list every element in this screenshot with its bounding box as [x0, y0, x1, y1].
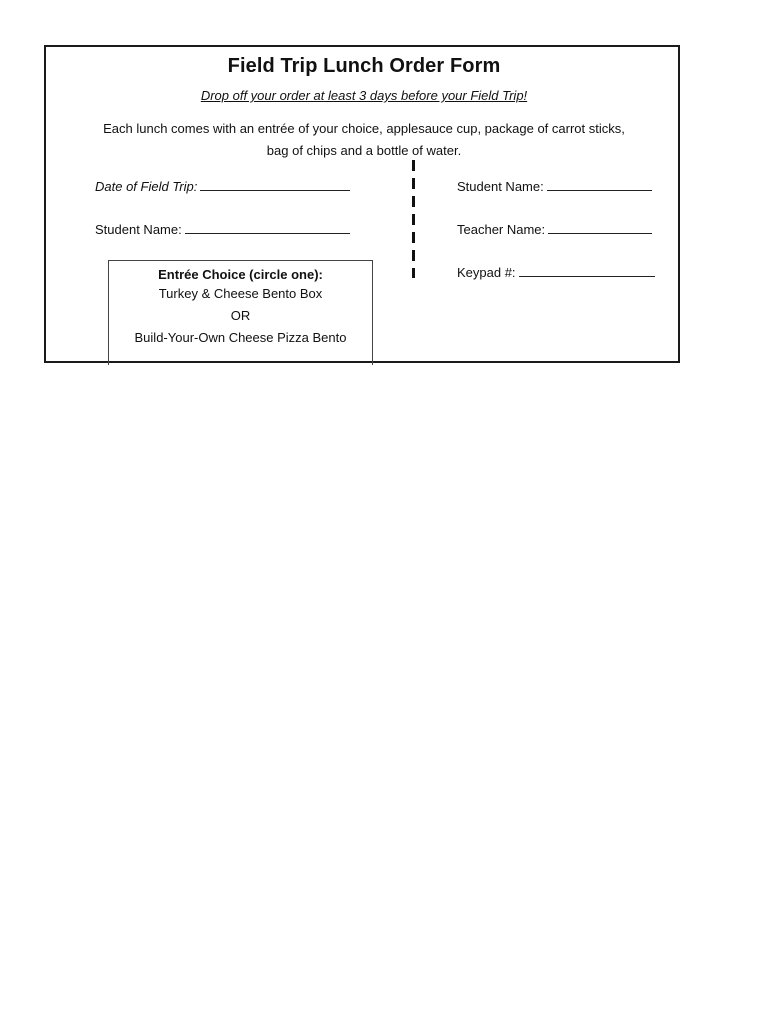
keypad-field[interactable]	[457, 264, 655, 280]
entree-choice-heading: Entrée Choice (circle one):	[158, 267, 323, 282]
left-student-name-line[interactable]	[185, 221, 350, 234]
description-line-1: Each lunch comes with an entrée of your choice, applesauce cup, package of carrot sticks,	[103, 121, 625, 136]
form-title: Field Trip Lunch Order Form	[227, 55, 501, 77]
entree-or-separator: OR	[230, 308, 251, 323]
description-line-2: bag of chips and a bottle of water.	[266, 143, 462, 158]
teacher-name-field[interactable]	[457, 221, 652, 237]
keypad-label: Keypad #:	[457, 265, 516, 280]
teacher-name-label: Teacher Name:	[457, 222, 546, 237]
form-subtitle: Drop off your order at least 3 days before your Field Trip!	[200, 88, 528, 103]
keypad-line[interactable]	[519, 264, 655, 277]
entree-choice-box	[108, 260, 373, 365]
entree-option-turkey[interactable]: Turkey & Cheese Bento Box	[158, 286, 323, 301]
right-student-name-field[interactable]	[457, 178, 652, 194]
cut-line-divider	[412, 160, 415, 278]
left-student-name-field[interactable]	[95, 221, 350, 237]
date-of-field-trip-field[interactable]	[95, 178, 350, 194]
left-student-name-label: Student Name:	[95, 222, 182, 237]
entree-option-pizza[interactable]: Build-Your-Own Cheese Pizza Bento	[134, 330, 347, 345]
right-student-name-label: Student Name:	[457, 179, 544, 194]
lunch-order-form	[44, 45, 680, 363]
date-of-field-trip-line[interactable]	[200, 178, 350, 191]
form-description	[66, 118, 662, 162]
right-student-name-line[interactable]	[547, 178, 652, 191]
date-of-field-trip-label: Date of Field Trip:	[95, 179, 198, 194]
teacher-name-line[interactable]	[548, 221, 652, 234]
